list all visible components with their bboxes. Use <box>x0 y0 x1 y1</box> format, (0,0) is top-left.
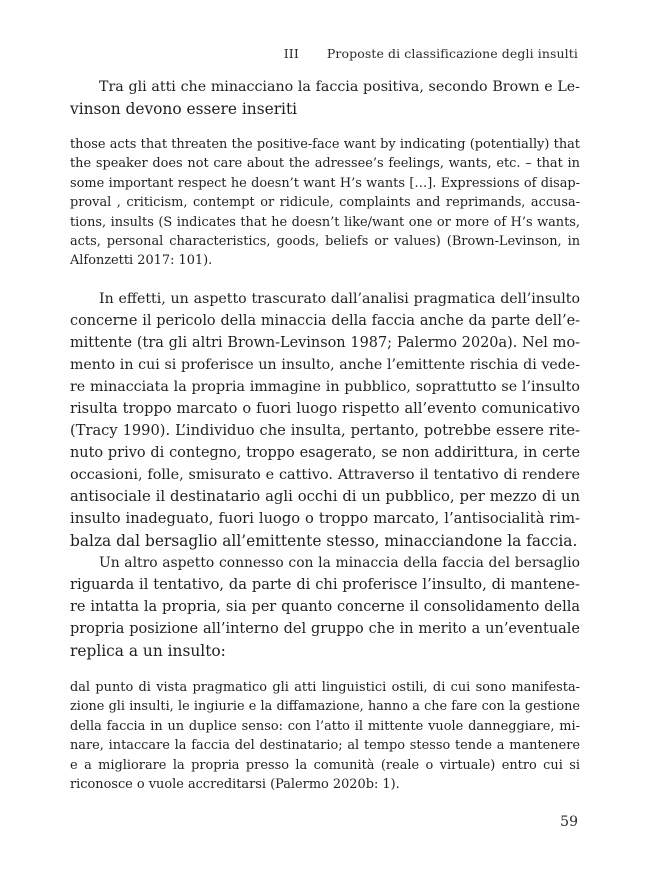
quote-line: dal punto di vista pragmatico gli atti linguistici ostili, di cui sono manifesta- <box>70 680 580 695</box>
quote-line: e a migliorare la propria presso la comunità (reale o virtuale) entro cui si <box>70 758 580 773</box>
quote-line: the speaker does not care about the adressee’s feelings, wants, etc. – that in <box>70 156 580 171</box>
paragraph-line: In effetti, un aspetto trascurato dall’analisi pragmatica dell’insulto <box>99 291 580 307</box>
chapter-number: III <box>283 46 299 61</box>
paragraph-line: (Tracy 1990). L’individuo che insulta, pertanto, potrebbe essere rite- <box>70 422 580 439</box>
paragraph-line: mittente (tra gli altri Brown-Levinson 1987; Palermo 2020a). Nel mo- <box>70 335 580 351</box>
quote-line: those acts that threaten the positive-face want by indicating (potentially) that <box>70 137 580 152</box>
paragraph-line: re intatta la propria, sia per quanto concerne il consolidamento della <box>70 599 580 615</box>
quote-line: proval , criticism, contempt or ridicule, complaints and reprimands, accusa- <box>70 195 580 210</box>
quote-line: some important respect he doesn’t want H’s wants […]. Expressions of disap- <box>70 176 580 191</box>
paragraph-line: balza dal bersaglio all’emittente stesso, minacciandone la faccia. <box>70 532 578 550</box>
paragraph-line: re minacciata la propria immagine in pubblico, soprattutto se l’insulto <box>70 379 580 395</box>
paragraph-line: replica a un insulto: <box>70 642 226 660</box>
quote-line: zione gli insulti, le ingiurie e la diffamazione, hanno a che fare con la gestione <box>70 699 580 714</box>
paragraph-line: vinson devono essere inseriti <box>70 100 298 118</box>
chapter-title: Proposte di classificazione degli insulti <box>326 46 578 61</box>
quote-line: della faccia in un duplice senso: con l’atto il mittente vuole danneggiare, mi- <box>70 719 580 734</box>
page-number: 59 <box>560 814 578 830</box>
quote-line: acts, personal characteristics, goods, beliefs or values) (Brown-Levinson, in <box>70 234 580 249</box>
quote-line: Alfonzetti 2017: 101). <box>70 253 213 268</box>
paragraph-line: insulto inadeguato, fuori luogo o troppo marcato, l’antisocialità rim- <box>70 510 580 527</box>
paragraph-line: Un altro aspetto connesso con la minaccia della faccia del bersaglio <box>99 555 580 571</box>
paragraph-line: risulta troppo marcato o fuori luogo rispetto all’evento comunicativo <box>70 400 580 417</box>
quote-line: tions, insults (S indicates that he doesn’t like/want one or more of H’s wants, <box>70 215 580 230</box>
paragraph-line: nuto privo di contegno, troppo esagerato, se non addirittura, in certe <box>70 445 580 461</box>
paragraph-line: antisociale il destinatario agli occhi di un pubblico, per mezzo di un <box>70 488 580 505</box>
paragraph-line: occasioni, folle, smisurato e cattivo. Attraverso il tentativo di rendere <box>70 467 580 483</box>
paragraph-line: riguarda il tentativo, da parte di chi proferisce l’insulto, di mantene- <box>70 576 580 593</box>
paragraph-line: propria posizione all’interno del gruppo che in merito a un’eventuale <box>70 621 580 637</box>
paragraph-line: Tra gli atti che minacciano la faccia positiva, secondo Brown e Le- <box>99 79 580 95</box>
paragraph-line: concerne il pericolo della minaccia della faccia anche da parte dell’e- <box>70 313 580 329</box>
running-head <box>284 46 578 61</box>
paragraph-line: mento in cui si proferisce un insulto, anche l’emittente rischia di vede- <box>70 357 580 373</box>
quote-line: nare, intaccare la faccia del destinatario; al tempo stesso tende a mantenere <box>70 738 580 753</box>
quote-line: riconosce o vuole accreditarsi (Palermo 2020b: 1). <box>70 777 400 792</box>
